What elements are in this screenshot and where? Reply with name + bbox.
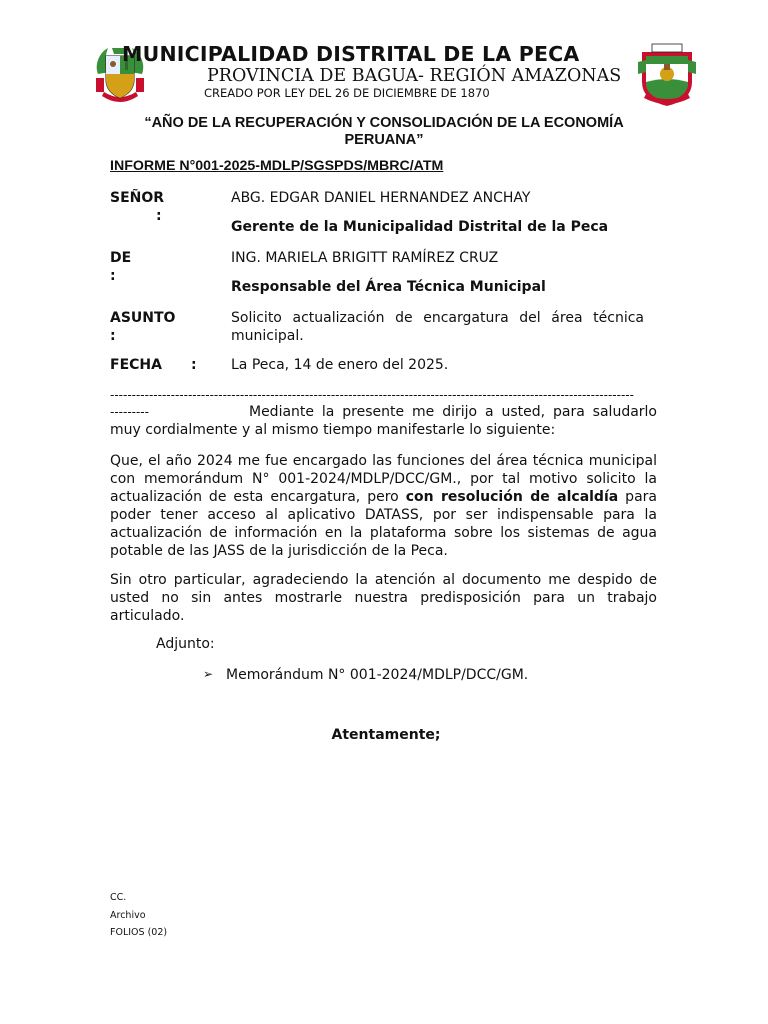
footer-cc: CC. <box>110 892 127 903</box>
fecha-value: La Peca, 14 de enero del 2025. <box>231 357 449 373</box>
separator-line: ------------------------------------------------------------------------------------------------------------------------- <box>110 388 634 402</box>
senor-name: ABG. EDGAR DANIEL HERNANDEZ ANCHAY <box>231 190 531 206</box>
senor-label: SEÑOR : <box>110 190 165 224</box>
de-position: Responsable del Área Técnica Municipal <box>231 279 546 295</box>
creation-note: CREADO POR LEY DEL 26 DE DICIEMBRE DE 1870 <box>204 86 490 100</box>
sign-off: Atentamente; <box>331 727 441 743</box>
asunto-value: Solicito actualización de encargatura del área técnica municipal. <box>231 310 644 344</box>
intro-paragraph: --------- Mediante la presente me dirijo a usted, para saludarlo muy cordialmente y al mismo tiempo manifestarle lo siguiente: <box>110 404 657 438</box>
attachment-label: Adjunto: <box>156 636 215 652</box>
fecha-label: FECHA : <box>110 357 197 373</box>
request-paragraph: Que, el año 2024 me fue encargado las funciones del área técnica municipal con memorándum N° 001-2024/MDLP/DCC/GM., por tal motivo solicito la actualización de esta encargatura, pero con resolución de alcaldía para poder tener acceso al aplicativo DATASS, por ser indispensable para la actualización de información en la plataforma sobre los sistemas de agua potable de las JASS de la jurisdicción de la Peca. <box>110 453 657 559</box>
year-name-heading: “AÑO DE LA RECUPERACIÓN Y CONSOLIDACIÓN DE LA ECONOMÍA PERUANA” <box>144 115 624 148</box>
closing-paragraph: Sin otro particular, agradeciendo la atención al documento me despido de usted no sin antes mostrarle nuestra predisposición para un trabajo articulado. <box>110 572 657 624</box>
footer-archivo: Archivo <box>110 910 146 921</box>
de-label: DE : <box>110 250 132 284</box>
asunto-label: ASUNTO : <box>110 310 176 344</box>
bullet-arrow-icon: ➢ <box>203 667 214 681</box>
attachment-item: Memorándum N° 001-2024/MDLP/DCC/GM. <box>226 667 529 683</box>
senor-position: Gerente de la Municipalidad Distrital de la Peca <box>231 219 609 235</box>
municipality-title: MUNICIPALIDAD DISTRITAL DE LA PECA <box>122 42 580 66</box>
de-name: ING. MARIELA BRIGITT RAMÍREZ CRUZ <box>231 250 499 266</box>
resolution-emphasis: con resolución de alcaldía <box>405 489 619 505</box>
district-shield-logo <box>636 42 698 108</box>
province-subtitle: PROVINCIA DE BAGUA- REGIÓN AMAZONAS <box>207 66 622 86</box>
report-number: INFORME N°001-2025-MDLP/SGSPDS/MBRC/ATM <box>110 158 444 174</box>
footer-folios: FOLIOS (02) <box>110 927 168 938</box>
